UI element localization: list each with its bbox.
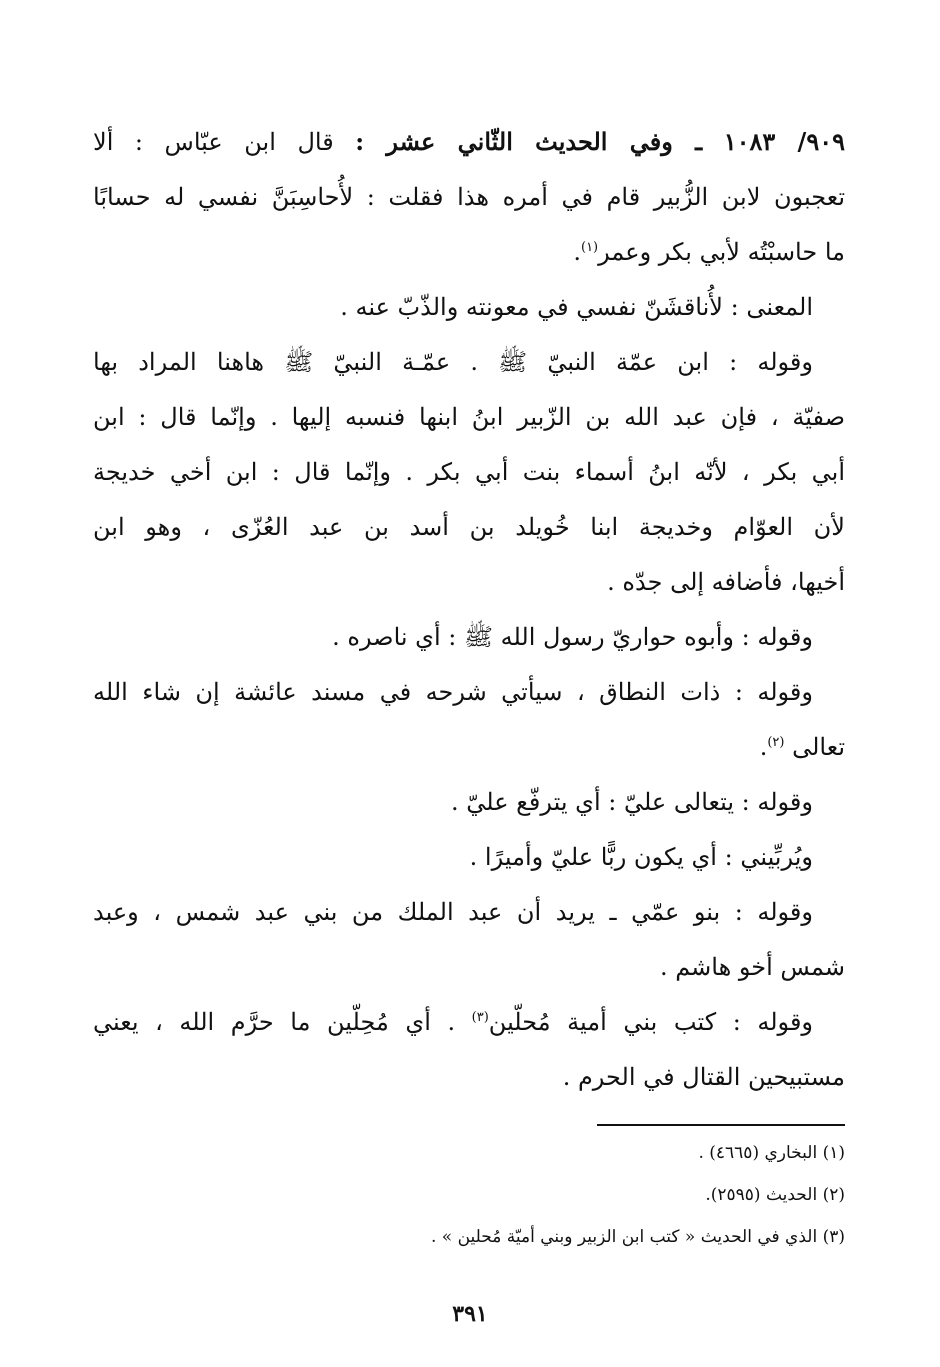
text-line: ويُربِّيني : أي يكون ربًّا عليّ وأميرًا .: [469, 843, 813, 871]
text-line: أخيها، فأضافه إلى جدّه .: [607, 568, 845, 596]
text-line-content: . أي مُحِلّين ما حرَّم الله ، يعني: [93, 1008, 456, 1036]
text-line: [93, 727, 845, 767]
text-line-content: ما حاسبْتُه لأبي بكر وعمر: [598, 238, 845, 266]
text-line: وقوله : ذات النطاق ، سيأتي شرحه في مسند عائشة إن شاء الله: [93, 678, 813, 706]
entry-title: ـ وفي الحديث الثّاني عشر :: [355, 127, 703, 156]
footnote-ref: (١): [580, 240, 599, 255]
heading-line: [93, 122, 845, 162]
page-number: ٣٩١: [452, 1301, 488, 1327]
footnote-ref: (٣): [471, 1010, 489, 1025]
text-line: لأن العوّام وخديجة ابنا خُويلد بن أسد بن عبد العُزّى ، وهو ابن: [93, 513, 845, 541]
text-line: وقوله : يتعالى عليّ : أي يترفّع عليّ .: [450, 788, 813, 816]
footnote-ref: (٢): [767, 735, 785, 750]
line-end-dot: .: [759, 733, 768, 761]
text-line: تعجبون لابن الزُّبير قام في أمره هذا فقلت : لأُحاسِبَنَّ نفسي له حسابًا: [93, 183, 845, 211]
text-line-content: تعالى: [792, 733, 845, 761]
line-end-dot: .: [573, 238, 581, 266]
text-line: صفيّة ، فإن عبد الله بن الزّبير ابنُ ابنها فنسبه إليها . وإنّما قال : ابن: [93, 403, 845, 431]
text-line: [93, 1002, 845, 1042]
text-line: أبي بكر ، لأنّه ابنُ أسماء بنت أبي بكر . وإنّما قال : ابن أخي خديجة: [93, 458, 845, 486]
text-line: وقوله : بنو عمّي ـ يريد أن عبد الملك من بني عبد شمس ، وعبد: [93, 898, 813, 926]
text-line-content: وقوله : كتب بني أمية مُحلّين: [488, 1008, 814, 1036]
entry-number: ٩٠٩/ ١٠٨٣: [723, 127, 845, 156]
text-line: شمس أخو هاشم .: [659, 953, 845, 981]
heading-text: قال ابن عبّاس : ألا: [93, 128, 334, 156]
text-line: وقوله : ابن عمّة النبيّ ﷺ . عمّـة النبيّ ﷺ هاهنا المراد بها: [93, 348, 813, 376]
text-line: مستبيحين القتال في الحرم .: [562, 1063, 845, 1091]
text-line: [93, 232, 845, 272]
text-line: وقوله : وأبوه حواريّ رسول الله ﷺ : أي ناصره .: [332, 623, 813, 651]
text-line: المعنى : لأُناقشَنّ نفسي في معونته والذّبّ عنه .: [340, 293, 813, 321]
footnote-1: (١) البخاري (٤٦٦٥) .: [698, 1143, 845, 1163]
footnote-3: (٣) الذي في الحديث « كتب ابن الزبير وبني أميّة مُحلين » .: [430, 1227, 845, 1247]
footnote-separator: [597, 1124, 845, 1126]
footnote-2: (٢) الحديث (٢٥٩٥).: [705, 1185, 845, 1205]
